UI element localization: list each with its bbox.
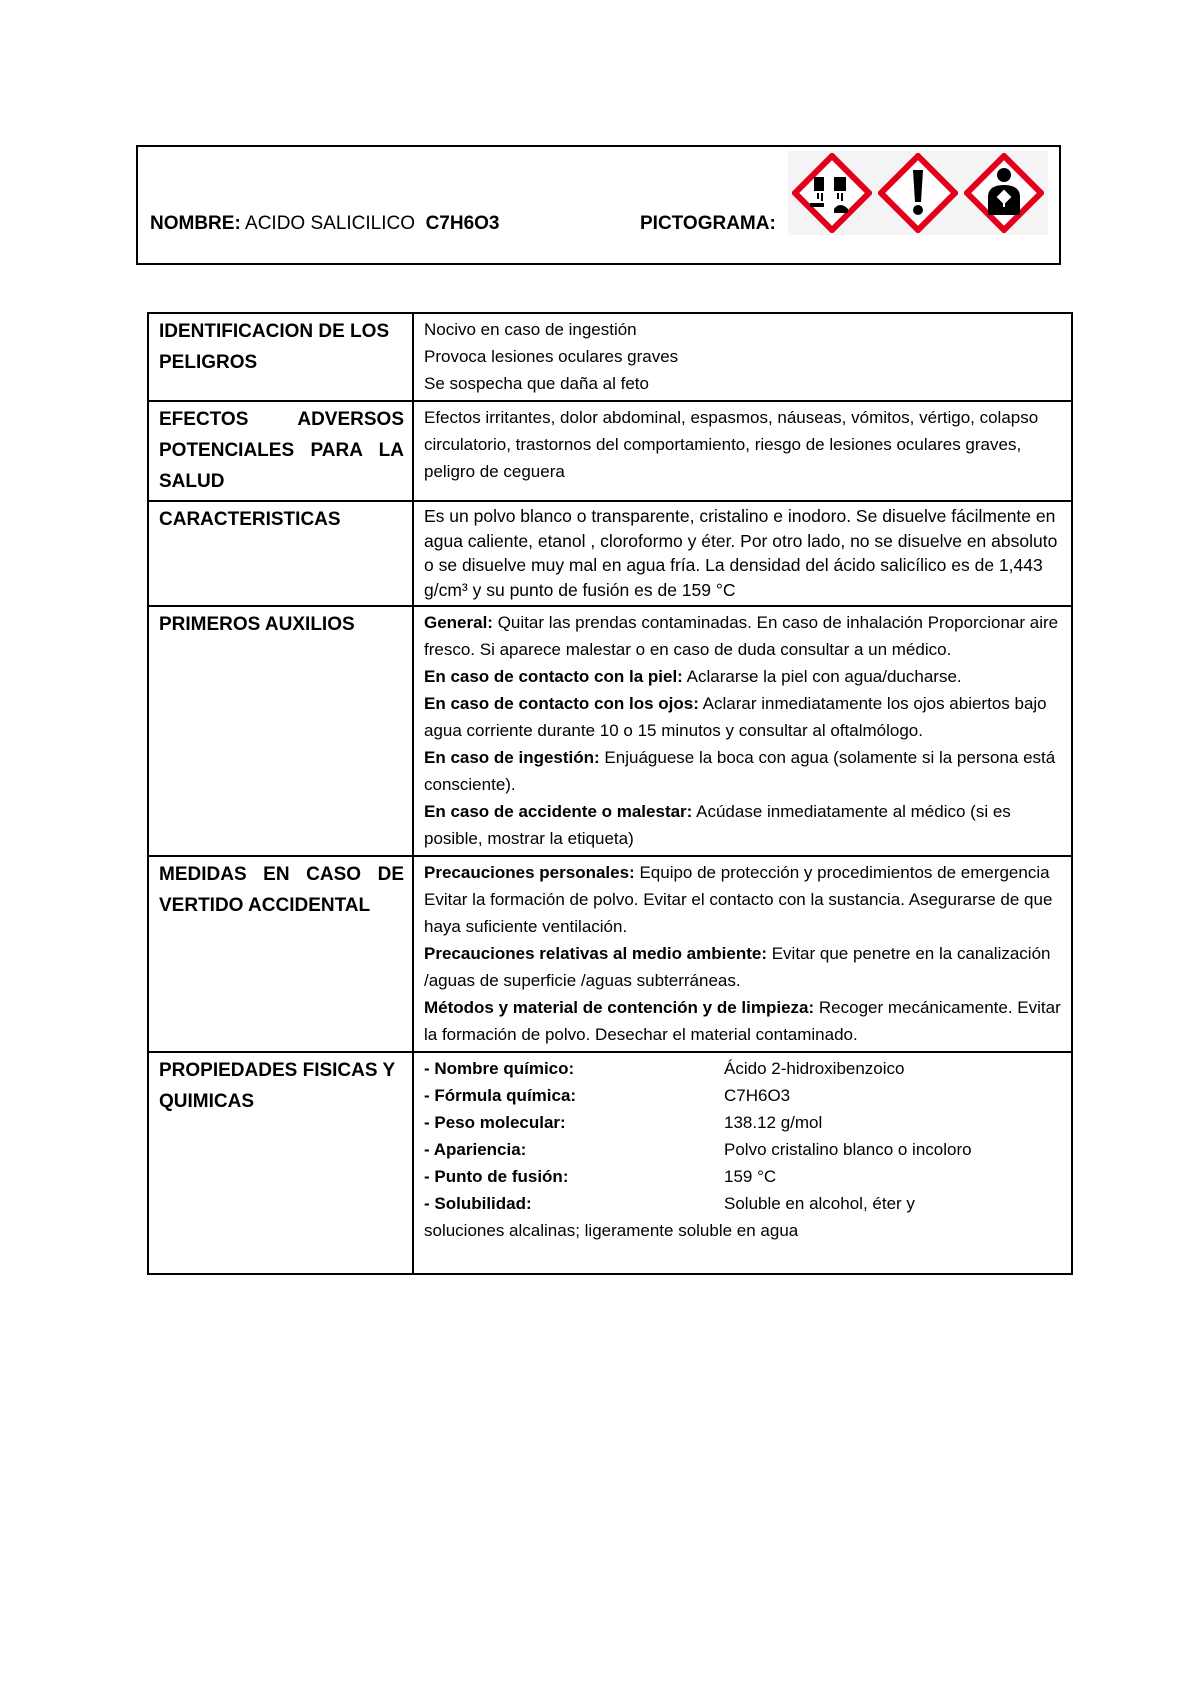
property-key: - Solubilidad: (424, 1194, 532, 1213)
table-row (148, 856, 1072, 1052)
spill-item-title: Métodos y material de contención y de limpieza: (424, 998, 815, 1017)
health-hazard-icon (964, 153, 1044, 233)
pictogram-label: PICTOGRAMA: (640, 213, 776, 234)
property-key: - Apariencia: (424, 1140, 527, 1159)
hazard-line: Se sospecha que daña al feto (424, 374, 649, 393)
spill-item-text: Evitar que penetre en la canalización /aguas de superficie /aguas subterráneas. (424, 944, 1051, 990)
property-value: Soluble en alcohol, éter y (724, 1194, 915, 1213)
first-aid-item-text: Aclarar inmediatamente los ojos abiertos bajo agua corriente durante 10 o 15 minutos y consultar al oftalmólogo. (424, 694, 1047, 740)
properties-label: PROPIEDADES FISICAS Y QUIMICAS (148, 1052, 413, 1274)
spill-item-title: Precauciones relativas al medio ambiente: (424, 944, 767, 963)
first-aid-content (413, 606, 1072, 856)
property-value: Ácido 2-hidroxibenzoico (724, 1059, 905, 1078)
property-continuation: soluciones alcalinas; ligeramente soluble en agua (424, 1221, 799, 1240)
property-row (424, 1055, 1063, 1082)
property-row (424, 1109, 1063, 1136)
corrosion-icon (792, 153, 872, 233)
first-aid-item-title: En caso de ingestión: (424, 748, 600, 767)
property-value: Polvo cristalino blanco o incoloro (724, 1140, 972, 1159)
name-label: NOMBRE: (150, 213, 241, 234)
spill-item-text: Recoger mecánicamente. Evitar la formación de polvo. Desechar el material contaminado. (424, 998, 1061, 1044)
spill-measures-content (413, 856, 1072, 1052)
first-aid-item-title: General: (424, 613, 493, 632)
first-aid-label: PRIMEROS AUXILIOS (148, 606, 413, 856)
hazard-line: Nocivo en caso de ingestión (424, 320, 637, 339)
first-aid-item-title: En caso de contacto con la piel: (424, 667, 683, 686)
name-value: ACIDO SALICILICO (245, 213, 416, 234)
safety-data-table (147, 312, 1073, 1275)
property-row (424, 1082, 1063, 1109)
substance-name (150, 213, 500, 235)
first-aid-item-text: Aclararse la piel con agua/ducharse. (682, 667, 962, 686)
property-key: - Punto de fusión: (424, 1167, 569, 1186)
first-aid-item-text: Enjuáguese la boca con agua (solamente si la persona está consciente). (424, 748, 1056, 794)
property-row (424, 1163, 1063, 1190)
first-aid-item-text: Acúdase inmediatamente al médico (si es posible, mostrar la etiqueta) (424, 802, 1011, 848)
characteristics-label: CARACTERISTICAS (148, 501, 413, 606)
hazards-label: IDENTIFICACION DE LOS PELIGROS (148, 313, 413, 401)
table-row (148, 401, 1072, 501)
first-aid-item (424, 663, 1063, 690)
table-row (148, 1052, 1072, 1274)
spill-item (424, 940, 1063, 994)
spill-measures-label: MEDIDAS EN CASO DE VERTIDO ACCIDENTAL (148, 856, 413, 1052)
property-row (424, 1136, 1063, 1163)
property-key: - Nombre químico: (424, 1059, 575, 1078)
first-aid-item (424, 744, 1063, 798)
properties-content (413, 1052, 1072, 1274)
property-value: C7H6O3 (724, 1086, 791, 1105)
header-box (136, 145, 1061, 265)
spill-item (424, 994, 1063, 1048)
table-row (148, 501, 1072, 606)
first-aid-item (424, 609, 1063, 663)
spill-item-text: Equipo de protección y procedimientos de emergencia Evitar la formación de polvo. Evitar el contacto con la sustancia. Asegurarse de que haya suficiente ventilación. (424, 863, 1053, 936)
first-aid-item-title: En caso de accidente o malestar: (424, 802, 693, 821)
table-row (148, 313, 1072, 401)
first-aid-item (424, 798, 1063, 852)
first-aid-item-title: En caso de contacto con los ojos: (424, 694, 699, 713)
characteristics-content: Es un polvo blanco o transparente, cristalino e inodoro. Se disuelve fácilmente en agua caliente, etanol , cloroformo y éter. Por otro lado, no se disuelve en absoluto o se disuelve muy mal en agua fría. La densidad del ácido salicílico es de 1,443 g/cm³ y su punto de fusión es de 159 °C (413, 501, 1072, 606)
table-row (148, 606, 1072, 856)
exclamation-icon (878, 153, 958, 233)
property-row (424, 1190, 1063, 1217)
property-key: - Peso molecular: (424, 1113, 566, 1132)
first-aid-item (424, 690, 1063, 744)
health-effects-label: EFECTOS ADVERSOS POTENCIALES PARA LA SALUD (148, 401, 413, 501)
first-aid-item-text: Quitar las prendas contaminadas. En caso de inhalación Proporcionar aire fresco. Si aparece malestar o en caso de duda consultar a un médico. (424, 613, 1059, 659)
hazards-content (413, 313, 1072, 401)
spill-item (424, 859, 1063, 940)
property-value: 159 °C (724, 1167, 777, 1186)
property-key: - Fórmula química: (424, 1086, 577, 1105)
hazard-line: Provoca lesiones oculares graves (424, 347, 679, 366)
health-effects-content: Efectos irritantes, dolor abdominal, espasmos, náuseas, vómitos, vértigo, colapso circulatorio, trastornos del comportamiento, riesgo de lesiones oculares graves, peligro de ceguera (413, 401, 1072, 501)
formula: C7H6O3 (425, 213, 500, 234)
spill-item-title: Precauciones personales: (424, 863, 635, 882)
pictogram-strip (788, 151, 1048, 235)
property-value: 138.12 g/mol (724, 1113, 823, 1132)
